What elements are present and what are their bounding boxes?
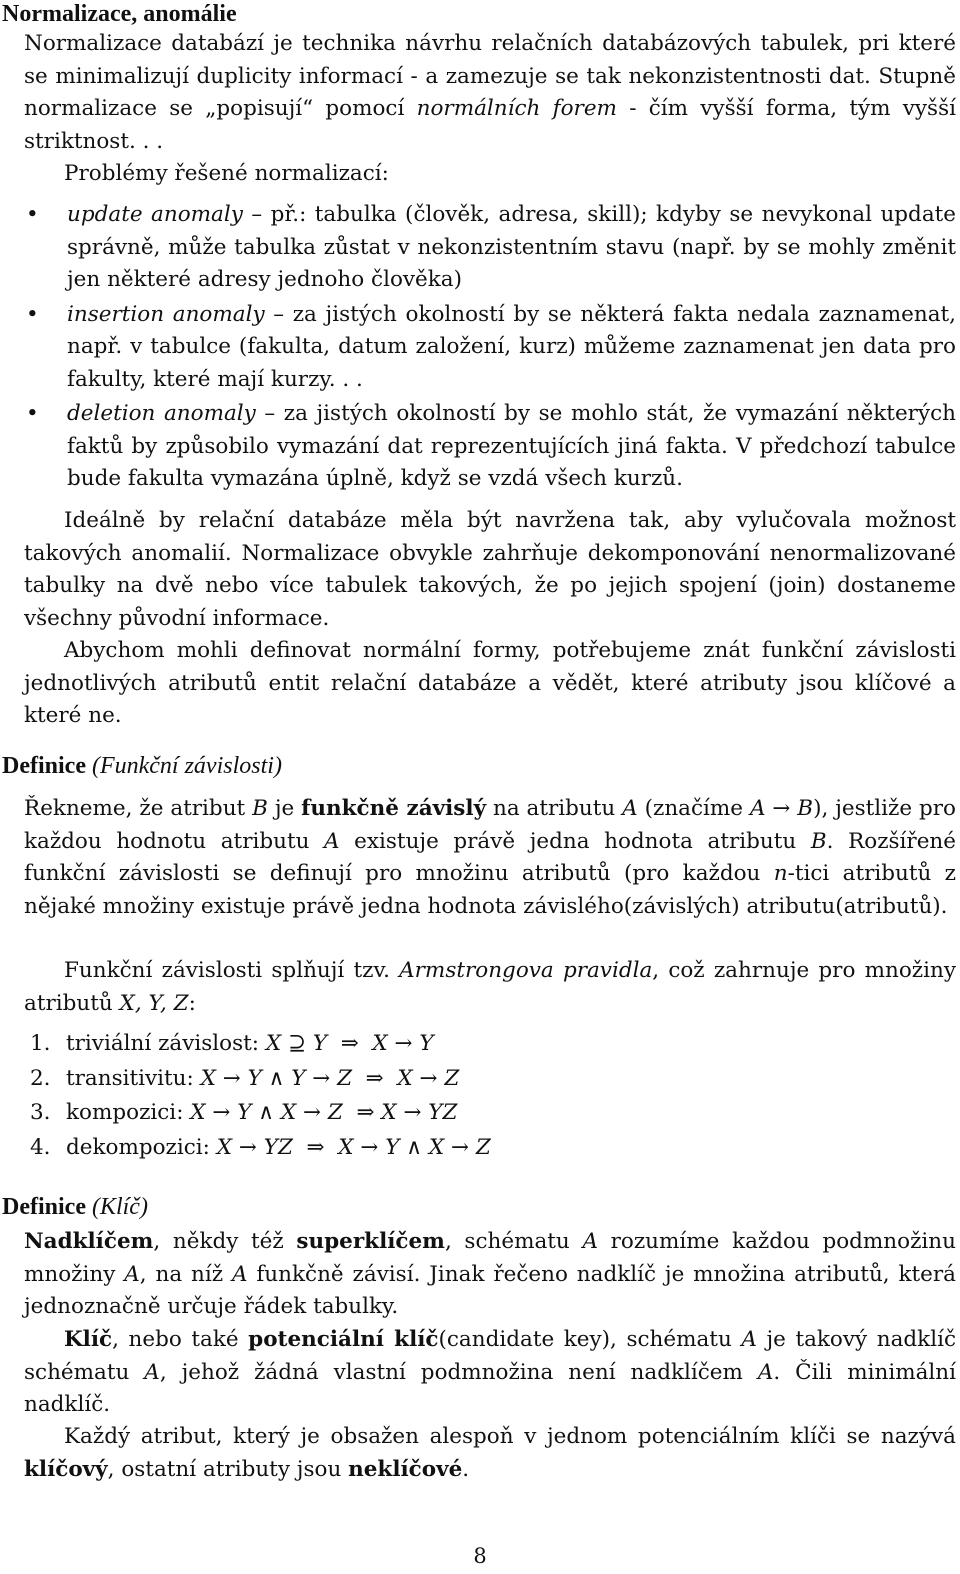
definovat-paragraph: Abychom mohli definovat normální formy, potřebujeme znát funkční závislosti jednotlivých atributů entit relační databáze a vědět, které atributy jsou klíčové a které ne.	[24, 638, 956, 728]
anomaly-list	[24, 199, 956, 498]
key-paragraph: Nadklíčem, někdy též superklíčem, schématu A rozumíme každou podmnožinu množiny A, na níž A funkčně závisí. Jinak řečeno nadklíč je množina atributů, která jednoznačně určuje řádek tabulky.	[24, 1229, 956, 1319]
definition-paragraph: Řekneme, že atribut B je funkčně závislý na atributu A (značíme A → B), jestliže pro každou hodnotu atributu A existuje právě jedna hodnota atributu B. Rozšířené funkční závislosti se definují pro množinu atributů (pro každou n-tici atributů z nějaké množiny existuje právě jedna hodnota závislého(závislých) atributu(atributů).	[24, 796, 957, 919]
list-item: 4. dekompozici: X → YZ ⇒ X → Y ∧ X → Z	[30, 1134, 491, 1160]
key-attribute-paragraph: Každý atribut, který je obsažen alespoň v jednom potenciálním klíči se nazývá klíčový, ostatní atributy jsou neklíčové.	[24, 1424, 956, 1482]
armstrong-paragraph: Funkční závislosti splňují tzv. Armstrongova pravidla, což zahrnuje pro množiny atributů X, Y, Z:	[24, 958, 956, 1016]
bullet-icon: •	[26, 301, 39, 327]
list-item: • insertion anomaly – za jistých okolností by se některá fakta nedala zaznamenat, např. v tabulce (fakulta, datum založení, kurz) můžeme zaznamenat jen data pro fakulty, které mají kurzy. . .	[24, 299, 956, 397]
definition-heading: Definice (Funkční závislosti)	[2, 753, 282, 779]
list-item: 2. transitivitu: X → Y ∧ Y → Z ⇒ X → Z	[30, 1065, 460, 1091]
definition-heading: Definice (Klíč)	[2, 1194, 148, 1220]
list-item: • deletion anomaly – za jistých okolností by se mohlo stát, že vymazání některých faktů by způsobilo vymazání dat reprezentujících jiná fakta. V předchozí tabulce bude fakulta vymazána úplně, když se vzdá všech kurzů.	[24, 398, 956, 496]
problems-label: Problémy řešené normalizací:	[64, 161, 389, 186]
list-item: 1. triviální závislost: X ⊇ Y ⇒ X → Y	[30, 1031, 434, 1056]
armstrong-rules	[30, 1027, 930, 1165]
list-item: • update anomaly – př.: tabulka (člověk, adresa, skill); kdyby se nevykonal update správně, může tabulka zůstat v nekonzistentním stavu (např. by se mohly změnit jen některé adresy jednoho člověka)	[24, 199, 956, 297]
section-title: Normalizace, anomálie	[2, 1, 237, 27]
candidate-key-paragraph: Klíč, nebo také potenciální klíč(candidate key), schématu A je takový nadklíč schématu A, jehož žádná vlastní podmnožina není nadklíčem A. Čili minimální nadklíč.	[24, 1327, 957, 1417]
list-item: 3. kompozici: X → Y ∧ X → Z ⇒ X → YZ	[30, 1100, 458, 1125]
bullet-icon: •	[26, 401, 39, 426]
page-number: 8	[473, 1544, 487, 1568]
ideal-paragraph: Ideálně by relační databáze měla být navržena tak, aby vylučovala možnost takových anomalií. Normalizace obvykle zahrňuje dekomponování nenormalizované tabulky na dvě nebo více tabulek takových, že po jejich spojení (join) dostaneme všechny původní informace.	[24, 508, 956, 631]
intro-paragraph: Normalizace databází je technika návrhu relačních databázových tabulek, pri které se minimalizují duplicity informací - a zamezuje se tak nekonzistentnosti dat. Stupně normalizace se „popisují“ pomocí normálních forem - čím vyšší forma, tým vyšší striktnost. . .	[24, 31, 956, 154]
bullet-icon: •	[26, 202, 39, 227]
